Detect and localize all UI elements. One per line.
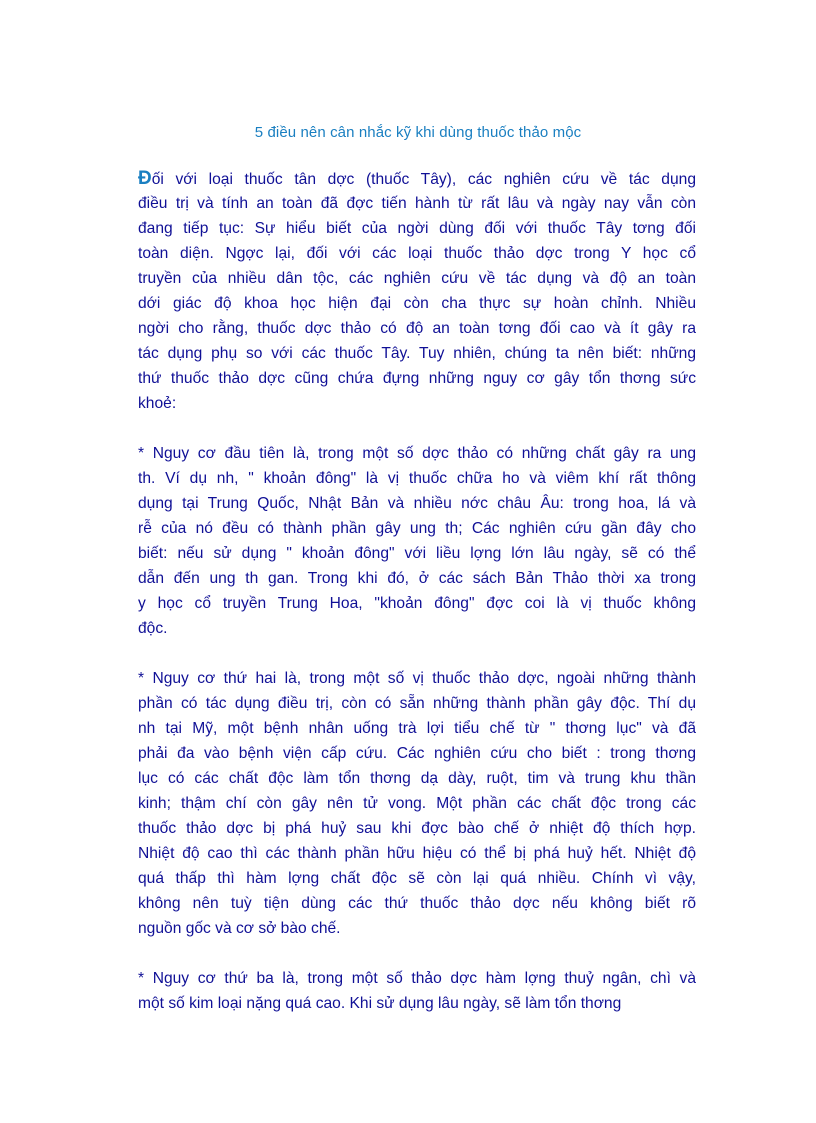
paragraph-risk-3 xyxy=(138,966,696,1016)
drop-cap: Đ xyxy=(138,168,152,189)
text-line: thứ thuốc thảo dợc cũng chứa đựng những nguy cơ gây tổn thơng sức xyxy=(138,370,696,387)
text-line: tác dụng phụ so với các thuốc Tây. Tuy nhiên, chúng ta nên biết: những xyxy=(138,345,696,362)
text-line: Đối với loại thuốc tân dợc (thuốc Tây), các nghiên cứu về tác dụng xyxy=(138,168,696,189)
text-line: toàn diện. Ngợc lại, đối với các loại thuốc thảo dợc trong Y học cổ xyxy=(138,245,696,262)
text-line: nh tại Mỹ, một bệnh nhân uống trà lợi tiểu chế từ " thơng lục" và đã xyxy=(138,720,696,737)
text-line: độc. xyxy=(138,620,168,637)
document-title: 5 điều nên cân nhắc kỹ khi dùng thuốc thảo mộc xyxy=(254,124,582,141)
text-line: Nhiệt độ cao thì các thành phần hữu hiệu có thể bị phá huỷ hết. Nhiệt độ xyxy=(138,845,696,862)
text-line: lục có các chất độc làm tổn thơng dạ dày, ruột, tim và trung khu thần xyxy=(138,770,696,787)
text-line: y học cổ truyền Trung Hoa, "khoản đông" đợc coi là vị thuốc không xyxy=(138,595,696,612)
document-body xyxy=(138,166,696,1041)
text-line: * Nguy cơ thứ ba là, trong một số thảo dợc hàm lợng thuỷ ngân, chì và xyxy=(138,970,696,987)
text-line: một số kim loại nặng quá cao. Khi sử dụng lâu ngày, sẽ làm tổn thơng xyxy=(138,995,622,1012)
paragraph-intro xyxy=(138,166,696,416)
text-line: phải đa vào bệnh viện cấp cứu. Các nghiên cứu cho biết : trong thơng xyxy=(138,745,696,762)
text-line: dới giác độ khoa học hiện đại còn cha thực sự hoàn chỉnh. Nhiều xyxy=(138,295,696,312)
text-line: quá thấp thì hàm lợng chất độc sẽ còn lại quá nhiều. Chính vì vậy, xyxy=(138,870,696,887)
text-line: khoẻ: xyxy=(138,395,177,412)
paragraph-risk-2 xyxy=(138,666,696,941)
text-line: biết: nếu sử dụng " khoản đông" với liều lợng lớn lâu ngày, sẽ có thể xyxy=(138,545,696,562)
text-line: th. Ví dụ nh, " khoản đông" là vị thuốc chữa ho và viêm khí rất thông xyxy=(138,470,696,487)
text-line: dụng tại Trung Quốc, Nhật Bản và nhiều nớc châu Âu: trong hoa, lá và xyxy=(138,495,696,512)
text-line: không nên tuỳ tiện dùng các thứ thuốc thảo dợc nếu không biết rõ xyxy=(138,895,696,912)
text-line: nguồn gốc và cơ sở bào chế. xyxy=(138,920,341,937)
text-line: truyền của nhiều dân tộc, các nghiên cứu về tác dụng và độ an toàn xyxy=(138,270,696,287)
text-line: dẫn đến ung th gan. Trong khi đó, ở các sách Bản Thảo thời xa trong xyxy=(138,570,696,587)
text-line: điều trị và tính an toàn đã đợc tiến hành từ rất lâu và ngày nay vẫn còn xyxy=(138,195,696,212)
paragraph-risk-1 xyxy=(138,441,696,641)
text-line: đang tiếp tục: Sự hiểu biết của ngời dùng đối với thuốc Tây tơng đối xyxy=(138,220,696,237)
text-line: * Nguy cơ thứ hai là, trong một số vị thuốc thảo dợc, ngoài những thành xyxy=(138,670,696,687)
text-line: phần có tác dụng điều trị, còn có sẵn những thành phần gây độc. Thí dụ xyxy=(138,695,696,712)
text-line: * Nguy cơ đầu tiên là, trong một số dợc thảo có những chất gây ra ung xyxy=(138,445,696,462)
text-line: rễ của nó đều có thành phần gây ung th; Các nghiên cứu gần đây cho xyxy=(138,520,696,537)
text-line: thuốc thảo dợc bị phá huỷ sau khi đợc bào chế ở nhiệt độ thích hợp. xyxy=(138,820,696,837)
text-line: kinh; thậm chí còn gây nên tử vong. Một phần các chất độc trong các xyxy=(138,795,696,812)
text-line: ngời cho rằng, thuốc dợc thảo có độ an toàn tơng đối cao và ít gây ra xyxy=(138,320,696,337)
